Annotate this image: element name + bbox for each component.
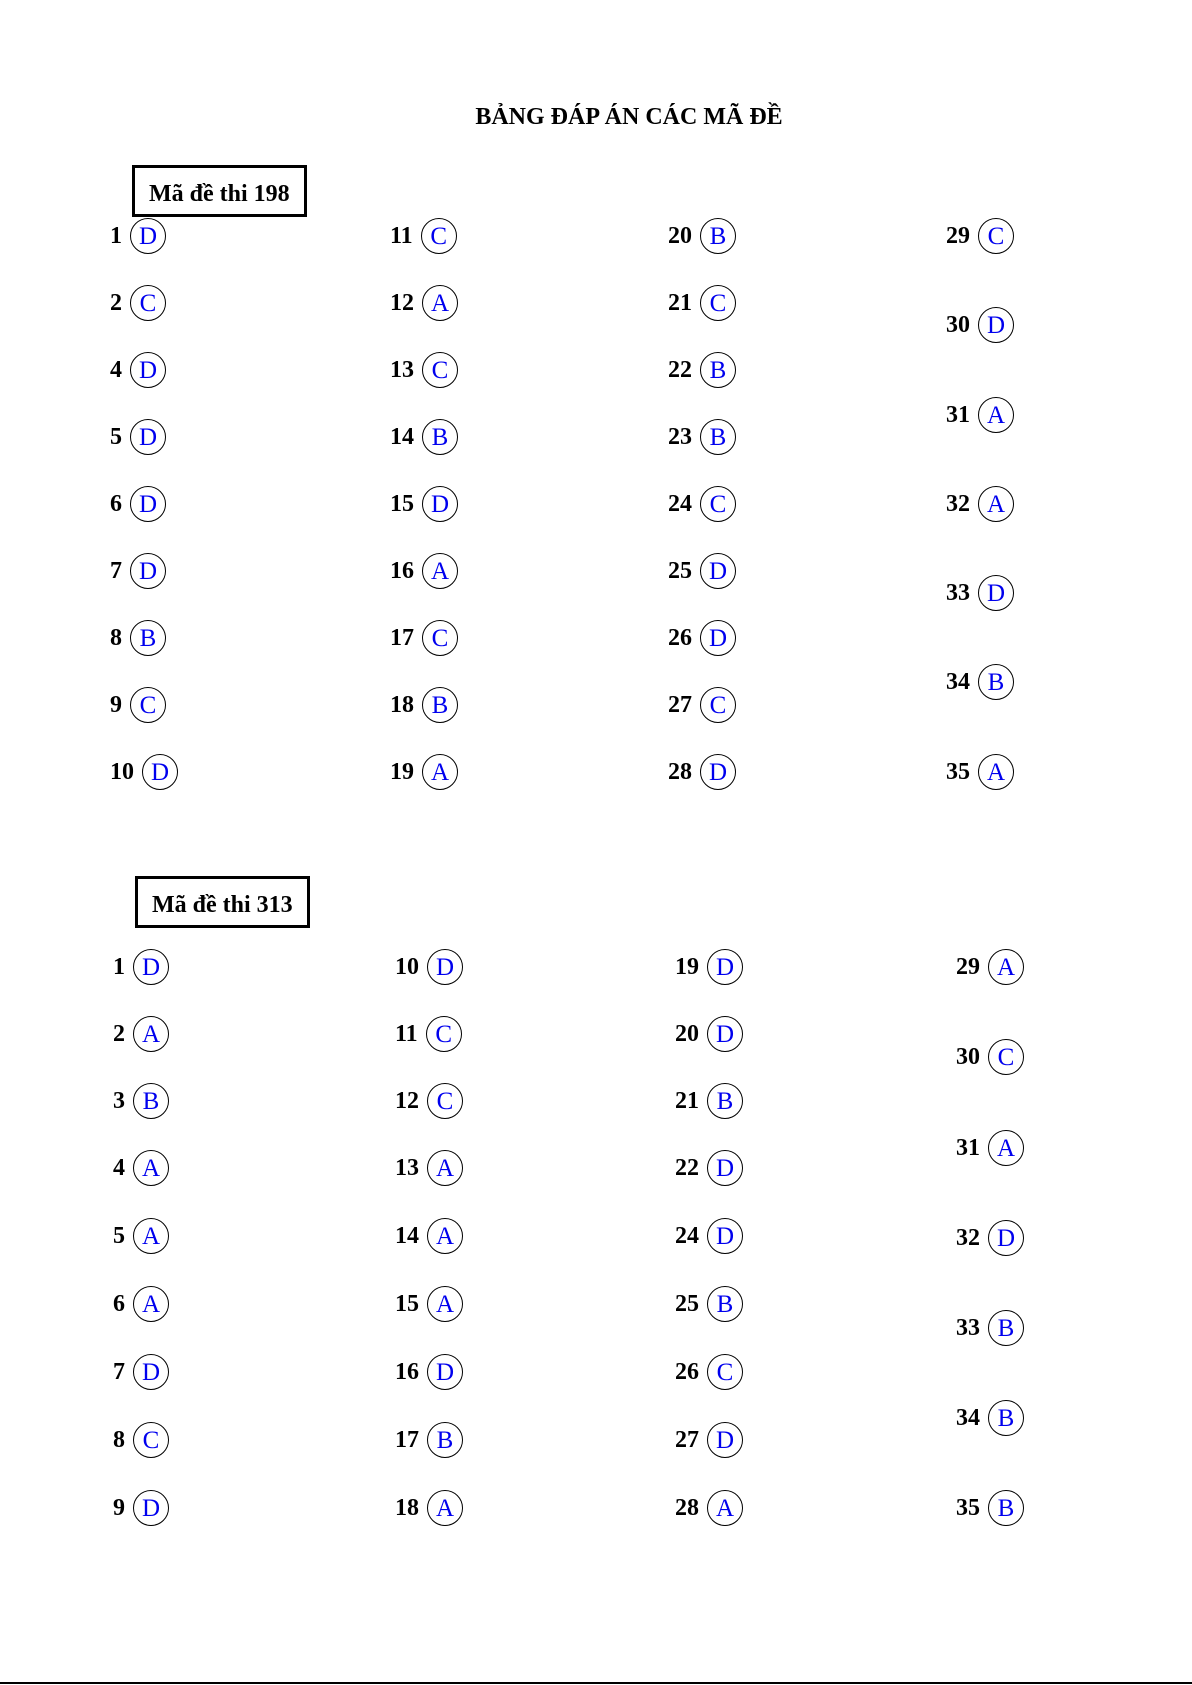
question-number: 13 bbox=[395, 1154, 419, 1181]
answer-choice-circle: A bbox=[422, 754, 458, 790]
answer-choice-circle: A bbox=[978, 754, 1014, 790]
question-number: 5 bbox=[110, 423, 122, 450]
question-number: 30 bbox=[956, 1043, 980, 1070]
answer-choice-circle: D bbox=[988, 1220, 1024, 1256]
answer-item bbox=[395, 1014, 462, 1054]
question-number: 31 bbox=[956, 1134, 980, 1161]
answer-choice-circle: A bbox=[988, 949, 1024, 985]
answer-choice-circle: A bbox=[427, 1490, 463, 1526]
answer-item bbox=[110, 618, 166, 658]
question-number: 11 bbox=[395, 1020, 418, 1047]
answer-item bbox=[956, 947, 1024, 987]
question-number: 2 bbox=[113, 1020, 125, 1047]
question-number: 27 bbox=[675, 1426, 699, 1453]
answer-choice-circle: D bbox=[700, 620, 736, 656]
question-number: 24 bbox=[675, 1222, 699, 1249]
question-number: 4 bbox=[113, 1154, 125, 1181]
answer-item bbox=[390, 752, 458, 792]
answer-choice-circle: C bbox=[130, 687, 166, 723]
question-number: 7 bbox=[110, 557, 122, 584]
answer-choice-circle: A bbox=[427, 1150, 463, 1186]
answer-choice-circle: A bbox=[133, 1150, 169, 1186]
answer-choice-circle: A bbox=[427, 1286, 463, 1322]
answer-item bbox=[113, 1284, 169, 1324]
answer-choice-circle: B bbox=[700, 352, 736, 388]
answer-item bbox=[110, 216, 166, 256]
answer-item bbox=[956, 1037, 1024, 1077]
question-number: 9 bbox=[113, 1494, 125, 1521]
answer-choice-circle: B bbox=[978, 664, 1014, 700]
answer-choice-circle: D bbox=[707, 1150, 743, 1186]
answer-item bbox=[113, 1216, 169, 1256]
question-number: 8 bbox=[113, 1426, 125, 1453]
answer-item bbox=[110, 551, 166, 591]
question-number: 25 bbox=[668, 557, 692, 584]
answer-choice-circle: D bbox=[707, 1218, 743, 1254]
answer-choice-circle: B bbox=[422, 687, 458, 723]
answer-choice-circle: C bbox=[700, 687, 736, 723]
question-number: 15 bbox=[395, 1290, 419, 1317]
answer-item bbox=[110, 283, 166, 323]
question-number: 23 bbox=[668, 423, 692, 450]
question-number: 33 bbox=[946, 579, 970, 606]
question-number: 19 bbox=[675, 953, 699, 980]
question-number: 35 bbox=[956, 1494, 980, 1521]
answer-choice-circle: C bbox=[426, 1016, 462, 1052]
answer-item bbox=[390, 216, 457, 256]
answer-choice-circle: B bbox=[133, 1083, 169, 1119]
answer-item bbox=[113, 1488, 169, 1528]
answer-item bbox=[956, 1398, 1024, 1438]
answer-choice-circle: D bbox=[130, 218, 166, 254]
answer-choice-circle: B bbox=[700, 419, 736, 455]
question-number: 1 bbox=[113, 953, 125, 980]
answer-choice-circle: D bbox=[133, 1490, 169, 1526]
question-number: 3 bbox=[113, 1087, 125, 1114]
answer-choice-circle: D bbox=[422, 486, 458, 522]
answer-item bbox=[946, 662, 1014, 702]
answer-item bbox=[113, 1352, 169, 1392]
question-number: 7 bbox=[113, 1358, 125, 1385]
answer-item bbox=[110, 752, 178, 792]
question-number: 12 bbox=[390, 289, 414, 316]
answer-item bbox=[946, 216, 1014, 256]
answer-choice-circle: C bbox=[422, 620, 458, 656]
question-number: 2 bbox=[110, 289, 122, 316]
answer-item bbox=[675, 1420, 743, 1460]
answer-choice-circle: B bbox=[988, 1490, 1024, 1526]
answer-choice-circle: B bbox=[427, 1422, 463, 1458]
answer-item bbox=[395, 1148, 463, 1188]
answer-item bbox=[956, 1308, 1024, 1348]
answer-item bbox=[675, 1081, 743, 1121]
answer-choice-circle: C bbox=[422, 352, 458, 388]
answer-item bbox=[110, 417, 166, 457]
answer-item bbox=[390, 417, 458, 457]
answer-choice-circle: D bbox=[130, 553, 166, 589]
question-number: 6 bbox=[110, 490, 122, 517]
answer-item bbox=[390, 685, 458, 725]
question-number: 18 bbox=[395, 1494, 419, 1521]
answer-choice-circle: D bbox=[700, 754, 736, 790]
answer-item bbox=[390, 283, 458, 323]
answer-choice-circle: A bbox=[422, 553, 458, 589]
question-number: 30 bbox=[946, 311, 970, 338]
question-number: 18 bbox=[390, 691, 414, 718]
answer-item bbox=[675, 1148, 743, 1188]
answer-item bbox=[956, 1128, 1024, 1168]
answer-item bbox=[110, 685, 166, 725]
answer-choice-circle: C bbox=[700, 285, 736, 321]
question-number: 8 bbox=[110, 624, 122, 651]
question-number: 34 bbox=[956, 1404, 980, 1431]
answer-item bbox=[668, 417, 736, 457]
answer-item bbox=[668, 283, 736, 323]
answer-item bbox=[395, 1216, 463, 1256]
page-title: BẢNG ĐÁP ÁN CÁC MÃ ĐỀ bbox=[475, 104, 783, 130]
answer-choice-circle: D bbox=[707, 1422, 743, 1458]
answer-choice-circle: C bbox=[133, 1422, 169, 1458]
answer-choice-circle: B bbox=[700, 218, 736, 254]
question-number: 10 bbox=[110, 758, 134, 785]
answer-choice-circle: D bbox=[130, 486, 166, 522]
question-number: 29 bbox=[956, 953, 980, 980]
answer-choice-circle: A bbox=[422, 285, 458, 321]
answer-choice-circle: B bbox=[422, 419, 458, 455]
answer-item bbox=[390, 350, 458, 390]
answer-choice-circle: B bbox=[707, 1286, 743, 1322]
answer-choice-circle: B bbox=[988, 1310, 1024, 1346]
answer-item bbox=[395, 947, 463, 987]
answer-item bbox=[113, 1081, 169, 1121]
answer-item bbox=[946, 573, 1014, 613]
question-number: 29 bbox=[946, 222, 970, 249]
answer-item bbox=[390, 551, 458, 591]
answer-item bbox=[110, 350, 166, 390]
question-number: 28 bbox=[675, 1494, 699, 1521]
answer-choice-circle: D bbox=[142, 754, 178, 790]
answer-item bbox=[390, 618, 458, 658]
answer-choice-circle: C bbox=[427, 1083, 463, 1119]
answer-choice-circle: A bbox=[133, 1286, 169, 1322]
question-number: 5 bbox=[113, 1222, 125, 1249]
answer-choice-circle: A bbox=[133, 1218, 169, 1254]
answer-choice-circle: B bbox=[707, 1083, 743, 1119]
question-number: 13 bbox=[390, 356, 414, 383]
question-number: 12 bbox=[395, 1087, 419, 1114]
answer-item bbox=[675, 1352, 743, 1392]
answer-choice-circle: A bbox=[133, 1016, 169, 1052]
answer-item bbox=[113, 1014, 169, 1054]
question-number: 33 bbox=[956, 1314, 980, 1341]
question-number: 28 bbox=[668, 758, 692, 785]
answer-item bbox=[395, 1284, 463, 1324]
answer-choice-circle: D bbox=[427, 1354, 463, 1390]
answer-choice-circle: C bbox=[707, 1354, 743, 1390]
question-number: 21 bbox=[675, 1087, 699, 1114]
question-number: 14 bbox=[390, 423, 414, 450]
answer-choice-circle: A bbox=[707, 1490, 743, 1526]
question-number: 14 bbox=[395, 1222, 419, 1249]
question-number: 32 bbox=[956, 1224, 980, 1251]
answer-choice-circle: D bbox=[707, 1016, 743, 1052]
answer-item bbox=[956, 1218, 1024, 1258]
answer-item bbox=[946, 305, 1014, 345]
answer-choice-circle: D bbox=[133, 1354, 169, 1390]
answer-item bbox=[395, 1488, 463, 1528]
answer-item bbox=[668, 752, 736, 792]
answer-choice-circle: B bbox=[988, 1400, 1024, 1436]
question-number: 20 bbox=[668, 222, 692, 249]
answer-item bbox=[675, 1216, 743, 1256]
answer-item bbox=[110, 484, 166, 524]
question-number: 21 bbox=[668, 289, 692, 316]
answer-item bbox=[668, 685, 736, 725]
question-number: 32 bbox=[946, 490, 970, 517]
answer-item bbox=[113, 1148, 169, 1188]
answer-item bbox=[668, 484, 736, 524]
answer-choice-circle: A bbox=[978, 397, 1014, 433]
question-number: 31 bbox=[946, 401, 970, 428]
answer-item bbox=[395, 1352, 463, 1392]
question-number: 9 bbox=[110, 691, 122, 718]
answer-item bbox=[675, 1014, 743, 1054]
answer-choice-circle: D bbox=[978, 575, 1014, 611]
question-number: 16 bbox=[395, 1358, 419, 1385]
answer-item bbox=[113, 947, 169, 987]
question-number: 25 bbox=[675, 1290, 699, 1317]
answer-item bbox=[668, 551, 736, 591]
answer-item bbox=[395, 1081, 463, 1121]
exam-code-label: Mã đề thi 198 bbox=[132, 165, 307, 217]
question-number: 11 bbox=[390, 222, 413, 249]
question-number: 19 bbox=[390, 758, 414, 785]
question-number: 22 bbox=[675, 1154, 699, 1181]
answer-choice-circle: B bbox=[130, 620, 166, 656]
answer-choice-circle: C bbox=[700, 486, 736, 522]
answer-choice-circle: D bbox=[130, 352, 166, 388]
question-number: 17 bbox=[395, 1426, 419, 1453]
answer-item bbox=[390, 484, 458, 524]
answer-item bbox=[675, 1488, 743, 1528]
question-number: 16 bbox=[390, 557, 414, 584]
question-number: 35 bbox=[946, 758, 970, 785]
question-number: 15 bbox=[390, 490, 414, 517]
answer-item bbox=[946, 395, 1014, 435]
answer-choice-circle: A bbox=[427, 1218, 463, 1254]
answer-choice-circle: C bbox=[421, 218, 457, 254]
answer-item bbox=[946, 484, 1014, 524]
answer-item bbox=[675, 1284, 743, 1324]
answer-item bbox=[946, 752, 1014, 792]
question-number: 22 bbox=[668, 356, 692, 383]
answer-choice-circle: D bbox=[707, 949, 743, 985]
answer-item bbox=[113, 1420, 169, 1460]
answer-choice-circle: D bbox=[130, 419, 166, 455]
question-number: 1 bbox=[110, 222, 122, 249]
exam-code-label: Mã đề thi 313 bbox=[135, 876, 310, 928]
question-number: 20 bbox=[675, 1020, 699, 1047]
answer-choice-circle: D bbox=[700, 553, 736, 589]
question-number: 10 bbox=[395, 953, 419, 980]
answer-choice-circle: C bbox=[988, 1039, 1024, 1075]
question-number: 24 bbox=[668, 490, 692, 517]
question-number: 17 bbox=[390, 624, 414, 651]
answer-choice-circle: D bbox=[427, 949, 463, 985]
answer-item bbox=[668, 350, 736, 390]
answer-choice-circle: D bbox=[978, 307, 1014, 343]
answer-choice-circle: C bbox=[978, 218, 1014, 254]
answer-item bbox=[668, 216, 736, 256]
answer-item bbox=[956, 1488, 1024, 1528]
question-number: 4 bbox=[110, 356, 122, 383]
answer-choice-circle: A bbox=[978, 486, 1014, 522]
answer-choice-circle: A bbox=[988, 1130, 1024, 1166]
question-number: 26 bbox=[675, 1358, 699, 1385]
question-number: 26 bbox=[668, 624, 692, 651]
answer-item bbox=[675, 947, 743, 987]
question-number: 34 bbox=[946, 668, 970, 695]
answer-item bbox=[395, 1420, 463, 1460]
divider bbox=[0, 1682, 1192, 1684]
answer-choice-circle: D bbox=[133, 949, 169, 985]
answer-choice-circle: C bbox=[130, 285, 166, 321]
question-number: 6 bbox=[113, 1290, 125, 1317]
answer-item bbox=[668, 618, 736, 658]
question-number: 27 bbox=[668, 691, 692, 718]
